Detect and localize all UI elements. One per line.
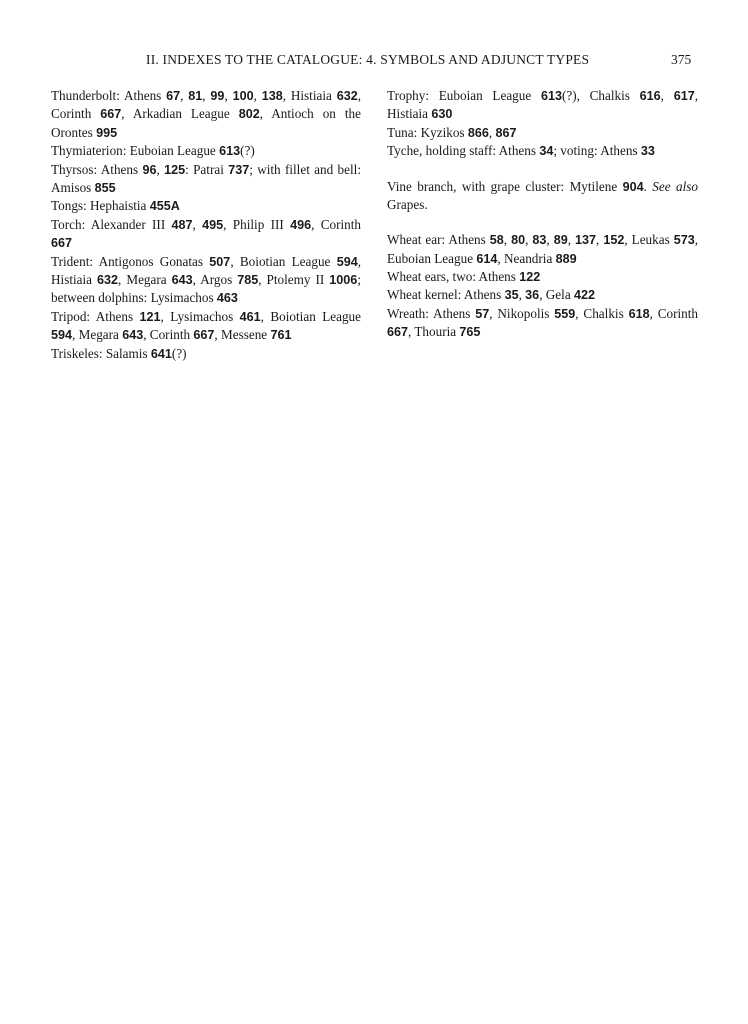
index-entry: Tuna: Kyzikos 866, 867 xyxy=(387,124,517,140)
index-entry: Trophy: Euboian League 613(?), Chalkis 616, 617, Histiaia 630 xyxy=(387,88,699,122)
index-entry: Wheat ear: Athens 58, 80, 83, 89, 137, 152, Leukas 573, Euboian League 614, Neandria 889 xyxy=(387,232,699,266)
entry-gap xyxy=(387,214,698,231)
index-entry: Thymiaterion: Euboian League 613(?) xyxy=(51,143,255,159)
index-entry: Torch: Alexander III 487, 495, Philip III 496, Corinth 667 xyxy=(51,216,361,251)
index-entry: Tripod: Athens 121, Lysimachos 461, Boiotian League 594, Megara 643, Corinth 667, Messene 761 xyxy=(51,308,361,343)
running-head-title: II. INDEXES TO THE CATALOGUE: 4. SYMBOLS AND ADJUNCT TYPES xyxy=(146,52,590,67)
page-number: 375 xyxy=(671,52,692,67)
index-entry: Wreath: Athens 57, Nikopolis 559, Chalkis 618, Corinth 667, Thouria 765 xyxy=(387,305,699,340)
entry-gap xyxy=(387,161,698,178)
index-entry: Tongs: Hephaistia 455A xyxy=(51,198,180,214)
index-entry: Trident: Antigonos Gonatas 507, Boiotian League 594, Histiaia 632, Megara 643, Argos 785, Ptolemy II 1006; between dolphins: Lysimachos 463 xyxy=(51,253,361,306)
index-entry: Triskeles: Salamis 641(?) xyxy=(51,345,187,361)
index-entry: Thunderbolt: Athens 67, 81, 99, 100, 138, Histiaia 632, Corinth 667, Arkadian League 802, Antioch on the Orontes 995 xyxy=(51,88,361,140)
index-entry: Wheat kernel: Athens 35, 36, Gela 422 xyxy=(387,287,595,303)
index-entry: Wheat ears, two: Athens 122 xyxy=(387,269,541,285)
index-entry: Tyche, holding staff: Athens 34; voting: Athens 33 xyxy=(387,143,655,159)
index-column-right xyxy=(387,87,698,342)
index-column-left xyxy=(51,87,361,363)
running-header xyxy=(0,52,748,72)
index-entry: Thyrsos: Athens 96, 125: Patrai 737; with fillet and bell: Amisos 855 xyxy=(51,161,361,196)
index-entry: Vine branch, with grape cluster: Mytilene 904. See also Grapes. xyxy=(387,179,698,213)
